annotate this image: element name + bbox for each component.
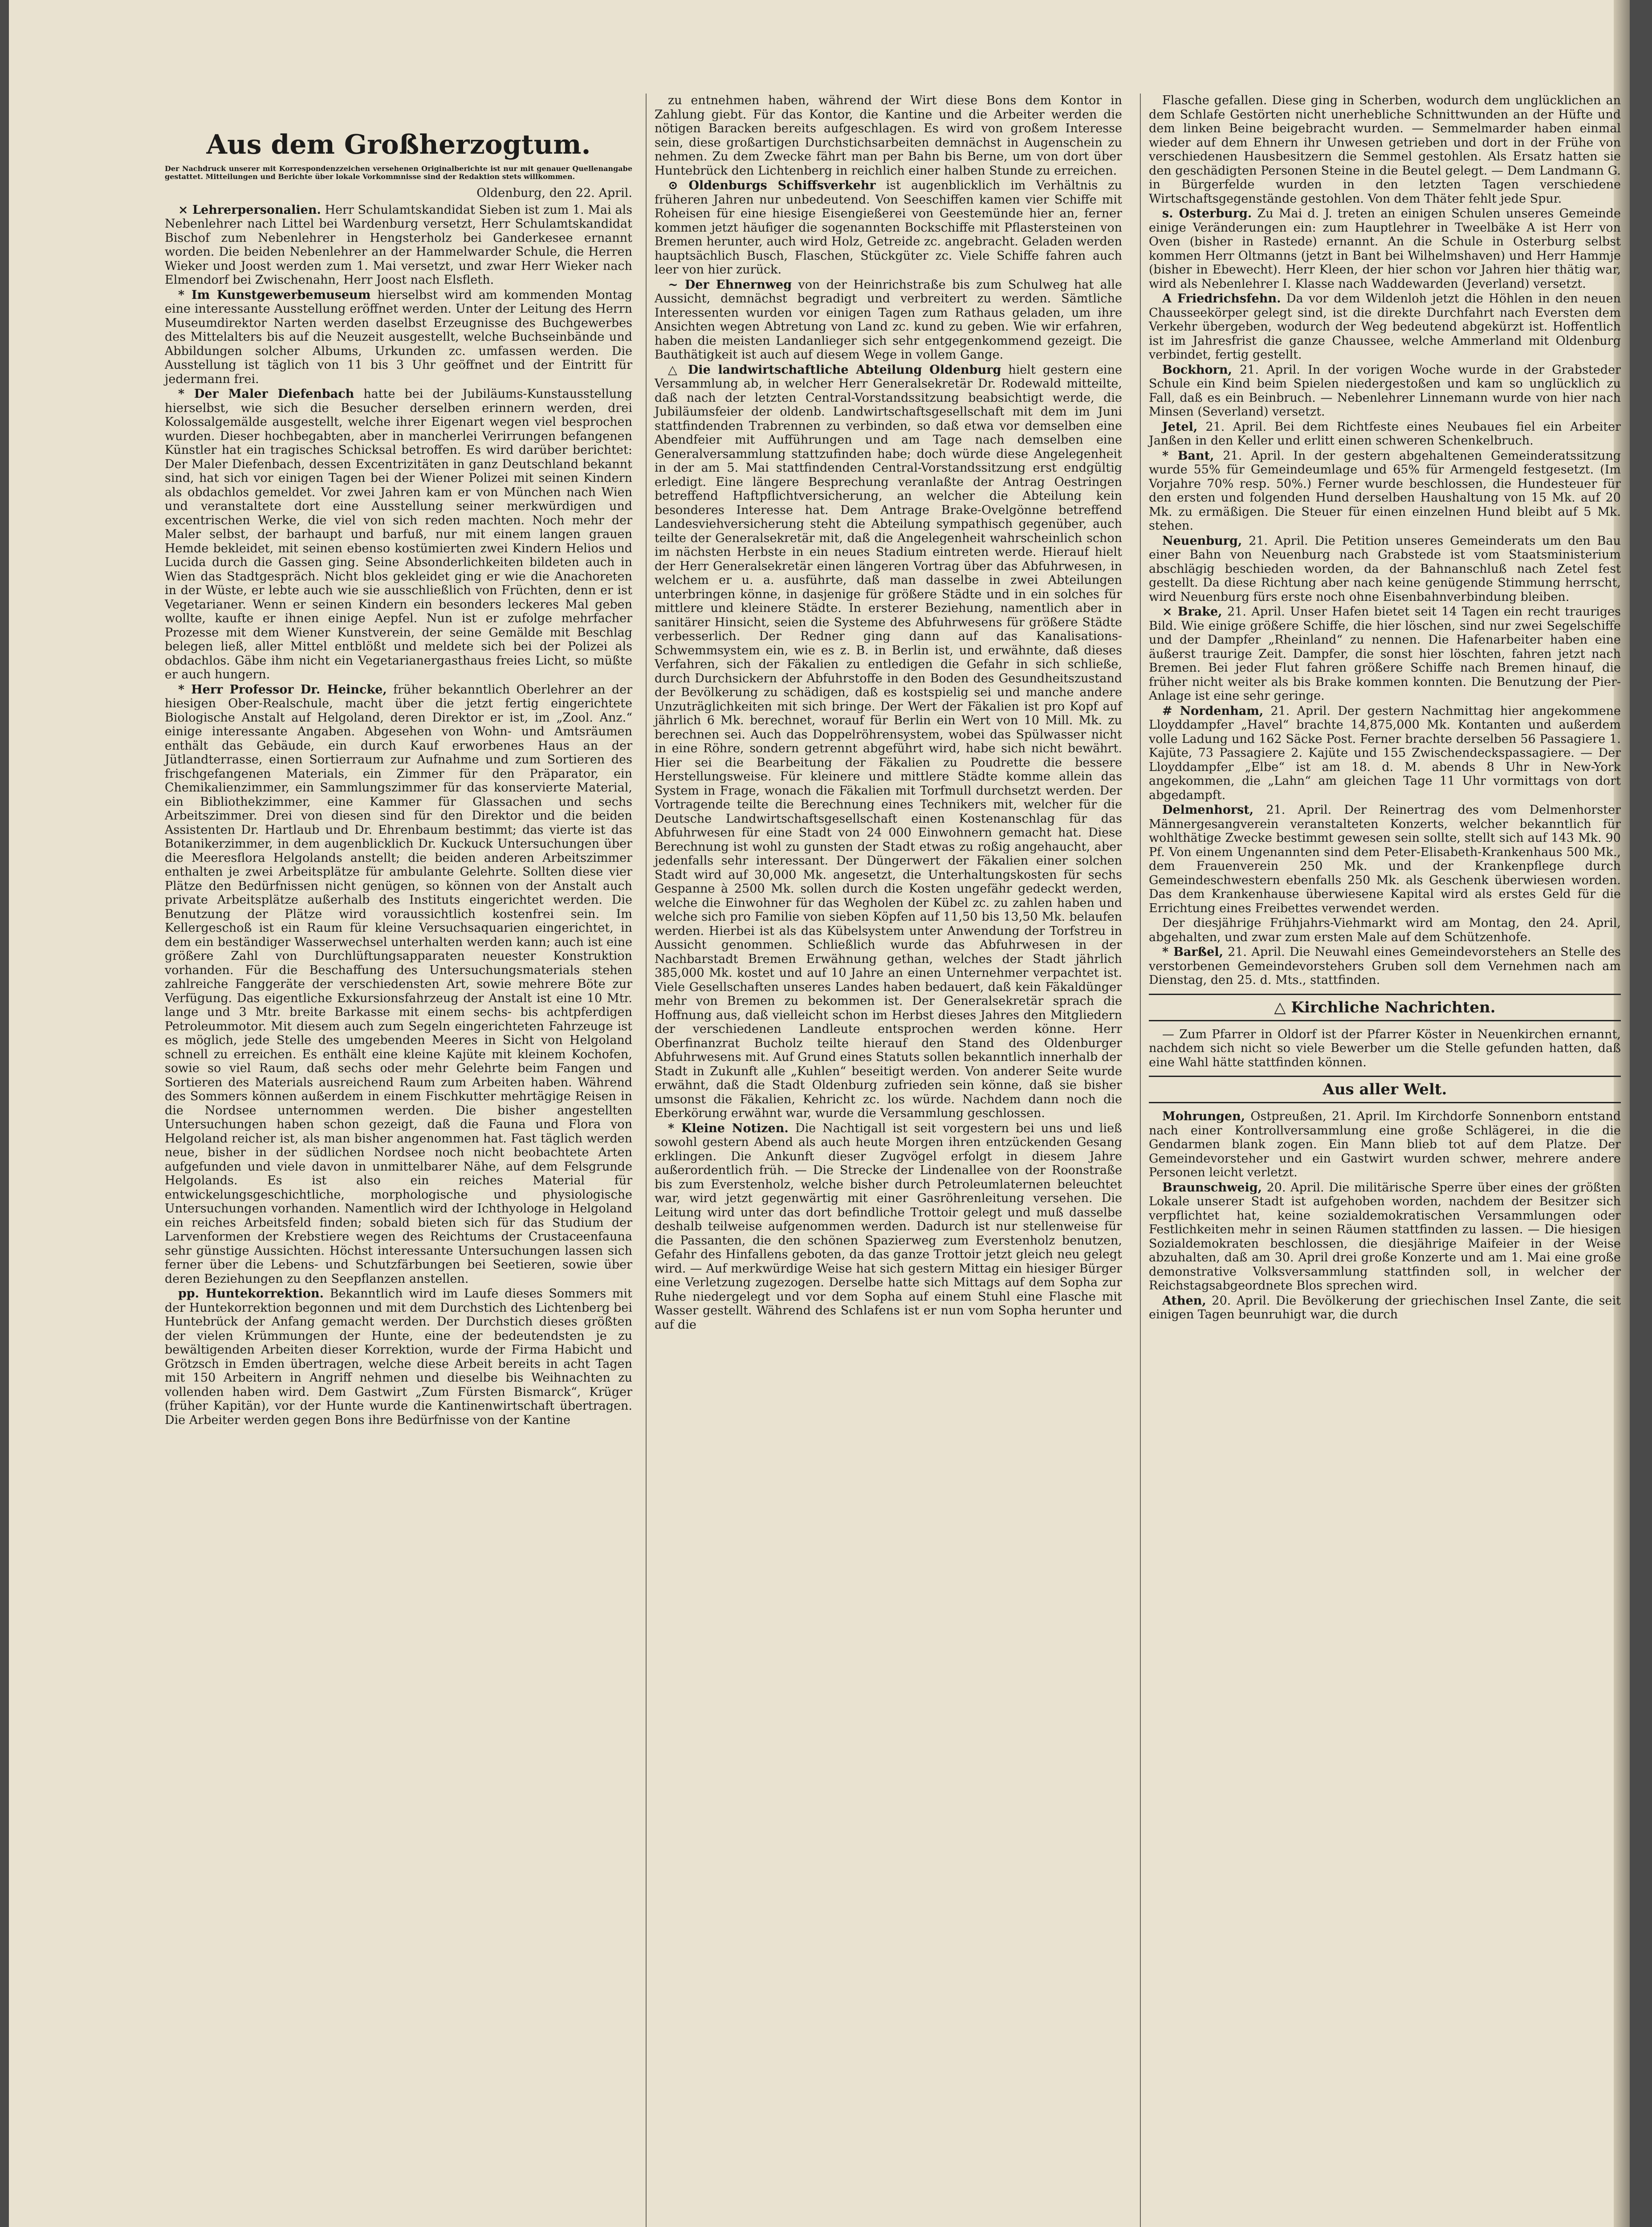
- article-lead: Delmenhorst,: [1162, 803, 1254, 817]
- article-text: Bekanntlich wird im Laufe dieses Sommers mit der Huntekorrektion begonnen und mit dem Durchstich des Lichtenberg bei Huntebrück der Anfang gemacht werden. Der Durchstich dieses größten der vielen Krümmungen der Hunte, eine der bedeutendsten je zu bewältigenden Arbeiten dieser Korrektion, wurde der Firma Habicht und Grötzsch in Emden übertragen, welche diese Arbeit bereits in acht Tagen mit 150 Arbeitern in Angriff nehmen und dieselbe bis Weihnachten zu vollenden haben wird. Dem Gastwirt „Zum Fürsten Bismarck“, Krüger (früher Kapitän), vor der Hunte wurde die Kantinenwirtschaft übertragen. Die Arbeiter werden gegen Bons ihre Bedürfnisse von der Kantine: [165, 1287, 632, 1427]
- article-lead: △ Die landwirtschaftliche Abteilung Oldenburg: [668, 363, 1001, 377]
- article-paragraph: [1149, 363, 1621, 419]
- article-lead: Mohrungen,: [1162, 1109, 1245, 1123]
- section-heading: △ Kirchliche Nachrichten.: [1149, 994, 1621, 1021]
- article-paragraph: [1149, 94, 1621, 206]
- column-3: [1149, 94, 1621, 1323]
- article-paragraph: [1149, 803, 1621, 915]
- column-1: [165, 116, 632, 1428]
- column-1-articles: [165, 203, 632, 1428]
- article-paragraph: [1149, 207, 1621, 291]
- article-paragraph: [165, 288, 632, 387]
- article-lead: Neuenburg,: [1162, 534, 1242, 548]
- article-lead: ⊙ Oldenburgs Schiffsverkehr: [668, 179, 876, 192]
- section-title: Aus dem Großherzogtum.: [206, 129, 591, 160]
- article-lead: s. Osterburg.: [1162, 207, 1252, 220]
- article-text: 21. April. Bei dem Richtfeste eines Neubaues fiel ein Arbeiter Janßen in den Keller und erlitt einen schweren Schenkelbruch.: [1149, 420, 1621, 448]
- article-lead: × Brake,: [1162, 605, 1222, 619]
- article-lead: Athen,: [1162, 1293, 1206, 1308]
- article-text: Da vor dem Wildenloh jetzt die Höhlen in den neuen Chausseekörper gelegt sind, ist die direkte Durchfahrt nach Eversten dem Verkehr übergeben, wodurch der Weg bedeutend abgekürzt ist. Hoffentlich ist im Jahresfrist die ganze Chaussee, welche Ammerland mit Oldenburg verbindet, fertig gestellt.: [1149, 292, 1621, 362]
- article-paragraph: [165, 203, 632, 287]
- article-text: 21. April. Unser Hafen bietet seit 14 Tagen ein recht trauriges Bild. Wie einige größere Schiffe, die hier löschen, sind nur zwei Segelschiffe und der Dampfer „Rheinland“ zu nennen. Die Hafenarbeiter haben eine äußerst traurige Zeit. Dampfer, die sonst hier löschten, fahren jetzt nach Bremen. Bei jeder Flut fahren größere Schiffe nach Bremen hinauf, die früher nicht weiter als bis Brake kommen konnten. Die Benutzung der Pier-Anlage ist eine sehr geringe.: [1149, 605, 1621, 703]
- article-text: ist augenblicklich im Verhältnis zu früheren Jahren nur unbedeutend. Von Seeschiffen kamen vier Schiffe mit Roheisen für eine hiesige Eisengießerei von Geestemünde hier an, ferner kommen jetzt häufiger die sogenannten Bockschiffe mit Pflastersteinen von Bremen herunter, auch wird Holz, Getreide zc. angebracht. Geladen werden hauptsächlich Busch, Flaschen, Stückgüter zc. Viele Schiffe fahren auch leer von hier zurück.: [655, 179, 1122, 277]
- article-paragraph: [1149, 605, 1621, 703]
- article-text: — Zum Pfarrer in Oldorf ist der Pfarrer Köster in Neuenkirchen ernannt, nachdem sich nicht so viele Bewerber um die Stelle gefunden hatten, daß eine Wahl hätte stattfinden können.: [1149, 1027, 1621, 1069]
- reprint-note: Der Nachdruck unserer mit Korrespondenzzeichen versehenen Originalberichte ist nur mit genauer Quellenangabe gestattet. Mitteilungen und Berichte über lokale Vorkommnisse sind der Redaktion stets willkommen.: [165, 164, 632, 181]
- article-lead: # Nordenham,: [1162, 704, 1264, 718]
- article-text: 21. April. Die Neuwahl eines Gemeindevorstehers an Stelle des verstorbenen Gemeindevorstehers Gruben soll dem Vernehmen nach am Dienstag, den 25. d. Mts., stattfinden.: [1149, 945, 1621, 987]
- article-lead: * Kleine Notizen.: [668, 1121, 789, 1135]
- article-paragraph: [655, 278, 1122, 362]
- article-lead: * Bant,: [1162, 449, 1214, 463]
- article-text: 20. April. Die Bevölkerung der griechischen Insel Zante, die seit einigen Tagen beunruhigt war, die durch: [1149, 1293, 1621, 1322]
- article-lead: * Herr Professor Dr. Heincke,: [178, 682, 387, 697]
- column-rule: [1140, 94, 1141, 2227]
- article-paragraph: [1149, 449, 1621, 533]
- article-lead: Bockhorn,: [1162, 363, 1232, 377]
- article-paragraph: [1149, 292, 1621, 362]
- article-paragraph: [1149, 1181, 1621, 1293]
- article-lead: pp. Huntekorrektion.: [178, 1287, 324, 1301]
- article-text: von der Heinrichstraße bis zum Schulweg hat alle Aussicht, demnächst begradigt und verbreitert zu werden. Sämtliche Interessenten wurden vor einigen Tagen zum Rathaus geladen, um ihre Ansichten wegen Abtretung von Land zc. kund zu geben. Wie wir erfahren, haben die meisten Landanlieger sich sehr entgegenkommend gezeigt. Die Bauthätigkeit ist auch auf diesem Wege in vollem Gange.: [655, 277, 1122, 362]
- article-lead: * Barßel,: [1162, 945, 1223, 959]
- article-text: Ostpreußen, 21. April. Im Kirchdorfe Sonnenborn entstand nach einer Kontrollversammlung eine große Schlägerei, in die die Gendarmen blank zogen. Ein Mann blieb tot auf dem Platze. Der Gemeindevorsteher und ein Gastwirt wurden schwer, mehrere andere Personen leicht verletzt.: [1149, 1109, 1621, 1179]
- article-text: hierselbst wird am kommenden Montag eine interessante Ausstellung eröffnet werden. Unter der Leitung des Herrn Museumdirektor Narten werden daselbst Erzeugnisse des Buchgewerbes des Mittelalters bis auf die Neuzeit ausgestellt, welche Buchseinbände und Abbildungen solcher Albums, Urkunden zc. umfassen werden. Die Ausstellung ist täglich von 11 bis 3 Uhr geöffnet und der Eintritt für jedermann frei.: [165, 288, 632, 386]
- dateline: Oldenburg, den 22. April.: [476, 186, 632, 200]
- article-text: Flasche gefallen. Diese ging in Scherben, wodurch dem unglücklichen an dem Schlafe Gestörten nicht unerhebliche Schnittwunden an der Hüfte und dem linken Beine beigebracht wurden. — Semmelmarder haben einmal wieder auf dem Ehnern ihr Unwesen getrieben und dort in der Frühe von verschiedenen Hausbesitzern die Semmel gestohlen. Als Ersatz hatten sie den geschädigten Personen Steine in die Beutel gelegt. — Dem Landmann G. in Bürgerfelde wurden in den letzten Tagen verschiedene Wirtschaftsgegenstände gestohlen. Von dem Thäter fehlt jede Spur.: [1149, 94, 1621, 206]
- article-text: 21. April. Der Reinertrag des vom Delmenhorster Männergesangverein veranstalteten Konzerts, welcher bekanntlich für wohlthätige Zwecke bestimmt gewesen sein sollte, stellt sich auf 143 Mk. 90 Pf. Von einem Ungenannten sind dem Peter-Elisabeth-Krankenhaus 500 Mk., dem Frauenverein 250 Mk. und der Krankenpflege durch Gemeindeschwestern ebenfalls 250 Mk. als Geschenk überwiesen worden. Das dem Krankenhause überwiesene Kapital wird als erstes Geld für die Errichtung eines Freibettes verwendet werden.: [1149, 803, 1621, 915]
- article-text: Die Nachtigall ist seit vorgestern bei uns und ließ sowohl gestern Abend als auch heute Morgen ihren entzückenden Gesang erklingen. Die Ankunft dieser Zugvögel erfolgt in diesem Jahre außerordentlich früh. — Die Strecke der Lindenallee von der Roonstraße bis zum Everstenholz, welche bisher durch Petroleumlaternen beleuchtet war, wird jetzt gegenwärtig mit einer Gasröhrenleitung versehen. Die Leitung wird unter das dort befindliche Trottoir gelegt und muß dasselbe deshalb teilweise aufgenommen werden. Dadurch ist nur stellenweise für die Passanten, die den schönen Spazierweg zum Everstenholz benutzen, Gefahr des Hinfallens geboten, da das ganze Trottoir jetzt gleich neu gelegt wird. — Auf merkwürdige Weise hat sich gestern Mittag ein hiesiger Bürger eine Verletzung zugezogen. Derselbe hatte sich Mittags auf dem Sopha zur Ruhe niedergelegt und vor dem Sopha auf einem Stuhl eine Flasche mit Wasser gestellt. Während des Schlafens ist er nun vom Sopha herunter und auf die: [655, 1121, 1122, 1332]
- article-lead: * Der Maler Diefenbach: [178, 387, 354, 401]
- article-paragraph: [1149, 534, 1621, 604]
- article-lead: × Lehrerpersonalien.: [178, 203, 321, 217]
- article-text: Zu Mai d. J. treten an einigen Schulen unseres Gemeinde einige Veränderungen ein: zum Hauptlehrer in Tweelbäke A ist Herr von Oven (bisher in Rastede) ernannt. An die Schule in Osterburg selbst kommen Herr Oltmanns (jetzt in Bant bei Wilhelmshaven) und Herr Hammje (bisher in Ebewecht). Herr Kleen, der hier schon vor Jahren hier thätig war, wird als Nebenlehrer I. Klasse nach Waddewarden (Jeverland) versetzt.: [1149, 207, 1621, 291]
- article-text: hielt gestern eine Versammlung ab, in welcher Herr Generalsekretär Dr. Rodewald mitteilte, daß nach der letzten Central-Vorstandssitzung beabsichtigt werde, die Jubiläumsfeier der oldenb. Landwirtschaftsgesellschaft mit dem im Juni stattfindenden Trabrennen zu verbinden, so daß etwa vor demselben eine Abendfeier mit Aufführungen und am Tage nach demselben eine Generalversammlung stattzufinden habe; doch würde diese Angelegenheit in der am 5. Mai stattfindenden Central-Vorstandssitzung erst endgültig erledigt. Eine längere Besprechung veranlaßte der Antrag Oestringen betreffend Haftpflichtversicherung, an welcher die Abteilung kein besonderes Interesse hat. Dem Antrage Brake-Ovelgönne betreffend Landesviehversicherung steht die Abteilung sympathisch gegenüber, auch teilte der Generalsekretär mit, daß die Angelegenheit wahrscheinlich schon im nächsten Herbste in ein neues Stadium eintreten werde. Hierauf hielt der Herr Generalsekretär einen längeren Vortrag über das Abfuhrwesen, in welchem er u. a. ausführte, daß man dasselbe in zwei Abteilungen unterbringen könne, in dasjenige für größere Städte und in ein solches für mittlere und kleinere Städte. In ersterer Beziehung, namentlich aber in sanitärer Hinsicht, seien die Systeme des Abfuhrwesens für größere Städte verbesserlich. Der Redner ging dann auf das Kanalisations-Schwemmsystem ein, wie es z. B. in Berlin ist, und erwähnte, daß dieses Verfahren, sich der Fäkalien zu entledigen die Gefahr in sich schließe, durch Durchsickern der Abfuhrstoffe in den Boden des Gesundheitszustand der Bevölkerung zu schädigen, daß es kostspielig sei und manche andere Unzuträglichkeiten mit sich bringe. Der Wert der Fäkalien ist pro Kopf auf jährlich 6 Mk. berechnet, worauf für Berlin ein Wert von 10 Mill. Mk. zu berechnen sei. Auch das Doppelröhrensystem, wobei das Spülwasser nicht in eine Röhre, sondern getrennt abgeführt wird, habe sich nicht bewährt. Hier sei die Bearbeitung der Fäkalien zu Poudrette die bessere Herstellungsweise. Für kleinere und mittlere Städte komme allein das System in Frage, wonach die Fäkalien mit Torfmull durchsetzt werden. Der Vortragende teilte die Berechnung eines Technikers mit, welcher für die Deutsche Landwirtschaftsgesellschaft einen Kostenanschlag für das Abfuhrwesen für eine Stadt von 24 000 Einwohnern gemacht hat. Diese Berechnung ist wohl zu gunsten der Stadt etwas zu roßig angehaucht, aber jedenfalls sehr interessant. Der Düngerwert der Fäkalien einer solchen Stadt wird auf 30,000 Mk. angesetzt, die Unterhaltungskosten für sechs Gespanne à 2500 Mk. sollen durch die Kosten ungefähr gedeckt werden, welche die Einwohner für das Wegholen der Kübel zc. zu zahlen haben und welche sich pro Familie von sieben Köpfen auf 11,50 bis 13,50 Mk. belaufen werden. Hierbei ist als das Kübelsystem unter Anwendung der Torfstreu in Aussicht genommen. Schließlich wurde das Abfuhrwesen in der Nachbarstadt Bremen Erwähnung gethan, welches der Stadt jährlich 385,000 Mk. kostet und auf 10 Jahre an einen Unternehmer verpachtet ist. Viele Gesellschaften unseres Landes haben bedauert, daß kein Fäkaldünger mehr von Bremen zu bekommen ist. Der Generalsekretär sprach die Hoffnung aus, daß vielleicht schon im Herbst dieses Jahres den Mitgliedern der verschiedenen Landleute entsprochen werden könne. Herr Oberfinanzrat Bucholz teilte hierauf den Stand des Oldenburger Abfuhrwesens mit. Auf Grund eines Statuts sollen bekanntlich innerhalb der Stadt in Zukunft alle „Kuhlen“ beseitigt werden. Von anderer Seite wurde erwähnt, daß die Stadt Oldenburg zufrieden sein könne, daß sie bisher umsonst die Fäkalien, Kehricht zc. los würde. Nachdem dann noch die Eberkörung erwähnt war, wurde die Versammlung geschlossen.: [655, 363, 1122, 1120]
- newspaper-page: [9, 0, 1630, 2227]
- article-paragraph: [1149, 704, 1621, 803]
- article-lead: * Im Kunstgewerbemuseum: [178, 288, 371, 302]
- article-lead: ~ Der Ehnernweg: [668, 277, 792, 292]
- article-text: 21. April. In der vorigen Woche wurde in der Grabsteder Schule ein Kind beim Spielen niedergestoßen und kam so unglücklich zu Fall, daß es ein Beinbruch. — Nebenlehrer Linnemann wurde von hier nach Minsen (Severland) versetzt.: [1149, 363, 1621, 419]
- article-paragraph: [165, 387, 632, 682]
- article-lead: Braunschweig,: [1162, 1180, 1262, 1195]
- article-paragraph: [655, 94, 1122, 178]
- article-paragraph: [1149, 1294, 1621, 1322]
- article-text: 21. April. Die Petition unseres Gemeinderats um den Bau einer Bahn von Neuenburg nach Grabstede ist vom Staatsministerium abschlägig beschieden worden, da der Bahnanschluß nach Zetel fest gestellt. Da diese Richtung aber nach keine genügende Stimmung herrscht, wird Neuenburg fürs erste noch ohne Eisenbahnverbindung bleiben.: [1149, 534, 1621, 604]
- column-2: [655, 94, 1122, 1333]
- article-paragraph: [165, 1287, 632, 1427]
- section-heading: Aus aller Welt.: [1149, 1076, 1621, 1103]
- article-lead: A Friedrichsfehn.: [1162, 292, 1281, 306]
- article-paragraph: [655, 1122, 1122, 1332]
- article-paragraph: [1149, 1028, 1621, 1070]
- article-text: hatte bei der Jubiläums-Kunstausstellung hierselbst, wie sich die Besucher derselben erinnern werden, drei Kolossalgemälde ausgestellt, welche ihrer Eigenart wegen viel besprochen wurden. Dieser hochbegabten, aber in mancherlei Verirrungen befangenen Künstler hat ein tragisches Schicksal betroffen. Es wird darüber berichtet: Der Maler Diefenbach, dessen Excentrizitäten in ganz Deutschland bekannt sind, hat sich vor einigen Tagen bei der Wiener Polizei mit seinen Kindern als obdachlos gemeldet. Vor zwei Jahren kam er von München nach Wien und veranstaltete dort eine Ausstellung seiner merkwürdigen und excentrischen Werke, die viel von sich reden machten. Noch mehr der Maler selbst, der barhaupt und barfuß, nur mit einem langen grauen Hemde bekleidet, mit seinen ebenso kostümierten zwei Kindern Helios und Lucida durch die Gassen ging. Seine Absonderlichkeiten bildeten auch in Wien das Stadtgespräch. Nicht blos gekleidet ging er wie die Anachoreten in der Wüste, er lebte auch wie sie ausschließlich von Früchten, denn er ist Vegetarianer. Wenn er seinen Kindern ein besonders leckeres Mal geben wollte, kaufte er ihnen einige Aepfel. Nun ist er zufolge mehrfacher Prozesse mit dem Wiener Kunstverein, der seine Gemälde mit Beschlag belegen ließ, aller Mittel entblößt und meldete sich bei der Polizei als obdachlos. Gäbe ihm nicht ein Vegetarianergasthaus freies Licht, so müßte er auch hungern.: [165, 387, 632, 681]
- article-text: 20. April. Die militärische Sperre über eines der größten Lokale unserer Stadt ist aufgehoben worden, nachdem der Besitzer sich verpflichtet hat, keine sozialdemokratischen Versammlungen oder Festlichkeiten mehr in seinen Räumen stattfinden zu lassen. — Die hiesigen Sozialdemokraten beschlossen, die diesjährige Maifeier in der Weise abzuhalten, daß am 30. April drei große Konzerte und am 1. Mai eine große demonstrative Volksversammlung stattfinden soll, in welcher der Reichstagsabgeordnete Blos sprechen wird.: [1149, 1180, 1621, 1293]
- article-paragraph: [165, 683, 632, 1286]
- article-paragraph: [655, 179, 1122, 277]
- article-paragraph: [1149, 420, 1621, 448]
- article-paragraph: [1149, 945, 1621, 987]
- article-lead: Jetel,: [1162, 420, 1198, 434]
- article-text: früher bekanntlich Oberlehrer an der hiesigen Ober-Realschule, macht über die jetzt fertig eingerichtete Biologische Anstalt auf Helgoland, deren Direktor er ist, im „Zool. Anz.“ einige interessante Angaben. Abgesehen von Wohn- und Amtsräumen enthält das Gebäude, ein durch Kauf erworbenes Haus an der Jütlandterrasse, einen Sortierraum zur Aufnahme und zum Sortieren des frischgefangenen Materials, ein Zimmer für den Präparator, ein Chemikalienzimmer, ein Sammlungszimmer für das konservierte Material, ein Bibliothekzimmer, eine Kammer für Glassachen und sechs Arbeitszimmer. Drei von diesen sind für den Direktor und die beiden Assistenten Dr. Hartlaub und Dr. Ehrenbaum bestimmt; das vierte ist das Botanikerzimmer, in dem augenblicklich Dr. Kuckuck Untersuchungen über die Meeresflora Helgolands anstellt; die beiden anderen Arbeitszimmer enthalten je zwei Arbeitsplätze für ambulante Gelehrte. Sollten diese vier Plätze den Bedürfnissen nicht genügen, so können von der Anstalt auch private Arbeitsplätze außerhalb des Instituts eingerichtet werden. Die Benutzung der Plätze wird voraussichtlich kostenfrei sein. Im Kellergeschoß ist ein Raum für kleine Versuchsaquarien eingerichtet, in dem ein beständiger Wasserwechsel unterhalten werden kann; auch ist eine größere Zahl von Durchlüftungsapparaten neuester Konstruktion vorhanden. Für die Beschaffung des Untersuchungsmaterials stehen zahlreiche Fanggeräte der verschiedensten Art, sowie mehrere Böte zur Verfügung. Das eigentliche Exkursionsfahrzeug der Anstalt ist eine 10 Mtr. lange und 3 Mtr. breite Barkasse mit einem sechs- bis achtpferdigen Petroleummotor. Mit diesem auch zum Segeln eingerichteten Fahrzeuge ist es möglich, jede Stelle des umgebenden Meeres in Sicht von Helgoland schnell zu erreichen. Es enthält eine kleine Kajüte mit kleinem Kochofen, sowie so viel Raum, daß sechs oder mehr Gelehrte beim Fangen und Sortieren des Materials ausreichend Raum zum Arbeiten haben. Während des Sommers können außerdem in einem Fischkutter mehrtägige Reisen in die Nordsee unternommen werden. Die bisher angestellten Untersuchungen haben schon gezeigt, daß die Fauna und Flora von Helgoland reicher ist, als man bisher angenommen hat. Fast täglich werden neue, bisher in der südlichen Nordsee noch nicht beobachtete Arten aufgefunden und viele davon in unmittelbarer Nähe, auf dem Felsgrunde Helgolands. Es ist also ein reiches Material für entwickelungsgeschichtliche, morphologische und physiologische Untersuchungen vorhanden. Namentlich wird der Ichthyologe in Helgoland ein reiches Arbeitsfeld finden; sobald bieten sich für das Studium der Larvenformen der Krebstiere wegen des Reichtums der Crustaceenfauna sehr günstige Aussichten. Höchst interessante Untersuchungen lassen sich ferner über die Lebens- und Schutzfärbungen bei Seetieren, sowie über deren Beziehungen zu den Seepflanzen anstellen.: [165, 682, 633, 1286]
- article-text: 21. April. In der gestern abgehaltenen Gemeinderatssitzung wurde 55% für Gemeindeumlage und 65% für Armengeld festgesetzt. (Im Vorjahre 70% resp. 50%.) Ferner wurde beschlossen, die Hundesteuer für den ersten und folgenden Hund derselben Haushaltung von 15 Mk. auf 20 Mk. zu ermäßigen. Die Steuer für einen einzelnen Hund bleibt auf 5 Mk. stehen.: [1149, 449, 1621, 533]
- column-rule: [646, 94, 647, 2227]
- article-text: zu entnehmen haben, während der Wirt diese Bons dem Kontor in Zahlung giebt. Für das Kontor, die Kantine und die Arbeiter werden die nötigen Baracken bereits aufgeschlagen. Es wird von großem Interesse sein, diese großartigen Durchstichsarbeiten demnächst in Augenschein zu nehmen. Zu dem Zwecke fährt man per Bahn bis Berne, um von dort über Huntebrück den Lichtenberg in reichlich einer halben Stunde zu erreichen.: [655, 94, 1122, 178]
- article-text: Der diesjährige Frühjahrs-Viehmarkt wird am Montag, den 24. April, abgehalten, und zwar zum ersten Male auf dem Schützenhofe.: [1149, 916, 1621, 944]
- article-paragraph: [655, 363, 1122, 1121]
- article-text: Herr Schulamtskandidat Sieben ist zum 1. Mai als Nebenlehrer nach Littel bei Wardenburg versetzt, Herr Schulamtskandidat Bischof zum Nebenlehrer in Hengsterholz bei Ganderkesee ernannt worden. Die beiden Nebenlehrer an der Hammelwarder Schule, die Herren Wieker und Joost werden zum 1. Mai versetzt, und zwar Herr Wieker nach Elmendorf bei Zwischenahn, Herr Joost nach Elsfleth.: [165, 203, 632, 287]
- column-3-articles: [1149, 94, 1621, 1322]
- article-text: 21. April. Der gestern Nachmittag hier angekommene Lloyddampfer „Havel“ brachte 14,875,000 Mk. Kontanten und außerdem volle Ladung und 162 Säcke Post. Ferner brachte derselben 56 Passagiere 1. Kajüte, 73 Passagiere 2. Kajüte und 155 Zwischendeckspassagiere. — Der Lloyddampfer „Elbe“ ist am 18. d. M. abends 8 Uhr in New-York angekommen, die „Lahn“ am gleichen Tage 11 Uhr vormittags von dort abgedampft.: [1149, 704, 1621, 802]
- column-2-articles: [655, 94, 1122, 1332]
- article-paragraph: [1149, 916, 1621, 944]
- article-paragraph: [1149, 1109, 1621, 1180]
